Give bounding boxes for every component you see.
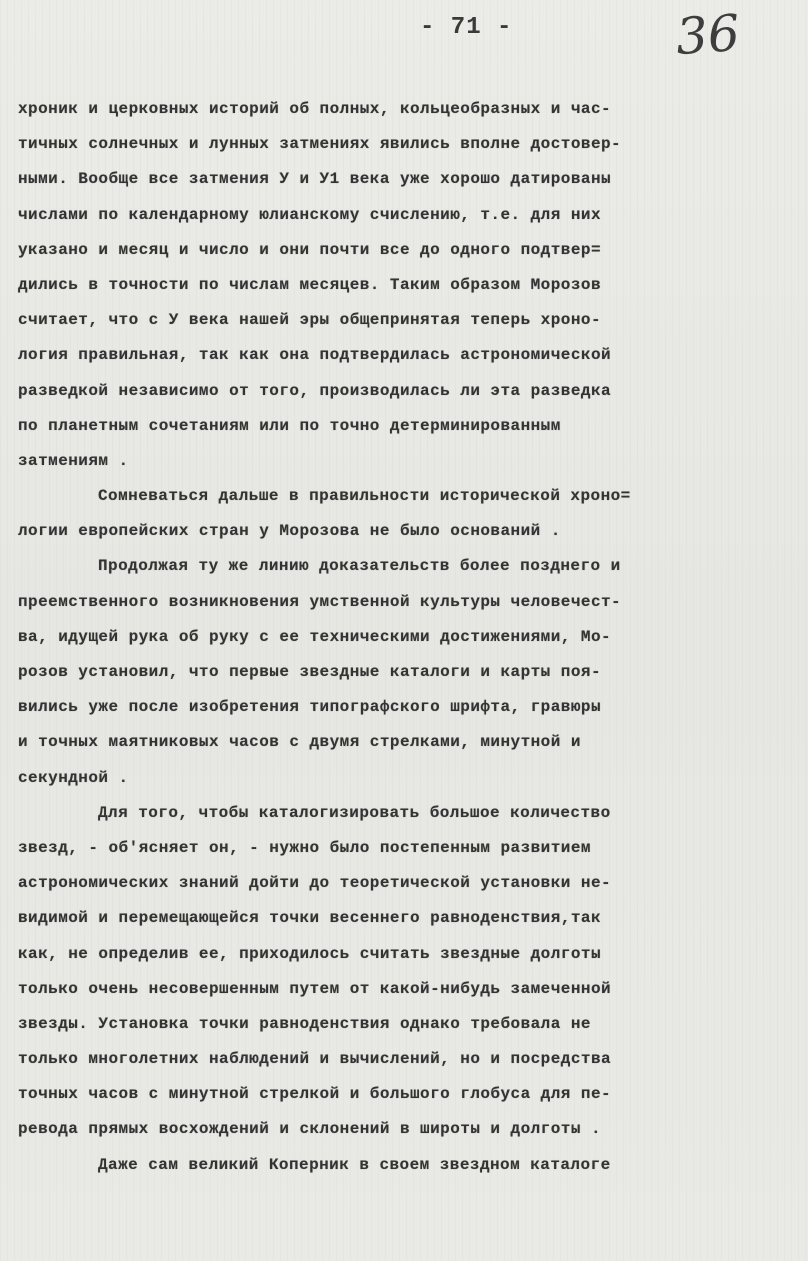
text-line: дились в точности по числам месяцев. Таким образом Морозов — [18, 275, 601, 294]
text-line: точных часов с минутной стрелкой и большого глобуса для пе- — [18, 1085, 612, 1104]
text-line: ными. Вообще все затмения У и У1 века уже хорошо датированы — [18, 170, 612, 189]
text-line: считает, что с У века нашей эры общепринятая теперь хроно- — [18, 311, 601, 330]
text-line: звезды. Установка точки равноденствия однако требовала не — [18, 1014, 591, 1033]
text-line: видимой и перемещающейся точки весеннего равноденствия,так — [18, 909, 601, 928]
text-line: Для того, чтобы каталогизировать большое количество — [98, 803, 611, 822]
text-line: числами по календарному юлианскому счислению, т.е. для них — [18, 205, 601, 224]
text-line: Сомневаться дальше в правильности исторической хроно= — [98, 487, 631, 506]
page-number: - 71 - — [420, 14, 513, 41]
text-line: по планетным сочетаниям или по точно детерминированным — [18, 416, 561, 435]
text-line: указано и месяц и число и они почти все до одного подтвер= — [18, 240, 601, 259]
text-line: логия правильная, так как она подтвердилась астрономической — [18, 346, 612, 365]
handwritten-folio-number: 36 — [674, 3, 742, 67]
text-line: разведкой независимо от того, производилась ли эта разведка — [18, 381, 612, 400]
text-line: хроник и церковных историй об полных, кольцеобразных и час- — [18, 100, 612, 118]
text-line: только многолетних наблюдений и вычислений, но и посредства — [18, 1050, 612, 1069]
body-text — [18, 92, 798, 1183]
text-line: астрономических знаний дойти до теоретической установки не- — [18, 874, 612, 893]
text-line: затмениям . — [18, 451, 129, 470]
text-line: преемственного возникновения умственной культуры человечест- — [18, 592, 622, 611]
text-line: секундной . — [18, 768, 129, 787]
text-line: розов установил, что первые звездные каталоги и карты поя- — [18, 663, 601, 681]
text-line: Даже сам великий Коперник в своем звездном каталоге — [98, 1155, 611, 1174]
text-line: как, не определив ее, приходилось считать звездные долготы — [18, 944, 601, 963]
text-line: логии европейских стран у Морозова не было оснований . — [18, 522, 561, 541]
text-line: Продолжая ту же линию доказательств более позднего и — [98, 557, 621, 576]
text-line: и точных маятниковых часов с двумя стрелками, минутной и — [18, 733, 581, 752]
text-line: звезд, - об'ясняет он, - нужно было постепенным развитием — [18, 838, 591, 857]
text-line: вились уже после изобретения типографского шрифта, гравюры — [18, 698, 601, 717]
text-line: только очень несовершенным путем от какой-нибудь замеченной — [18, 979, 612, 998]
text-line: ва, идущей рука об руку с ее техническими достижениями, Мо- — [18, 627, 612, 646]
text-line: тичных солнечных и лунных затмениях явились вполне достовер- — [18, 135, 622, 154]
text-line: ревода прямых восхождений и склонений в широты и долготы . — [18, 1120, 601, 1139]
